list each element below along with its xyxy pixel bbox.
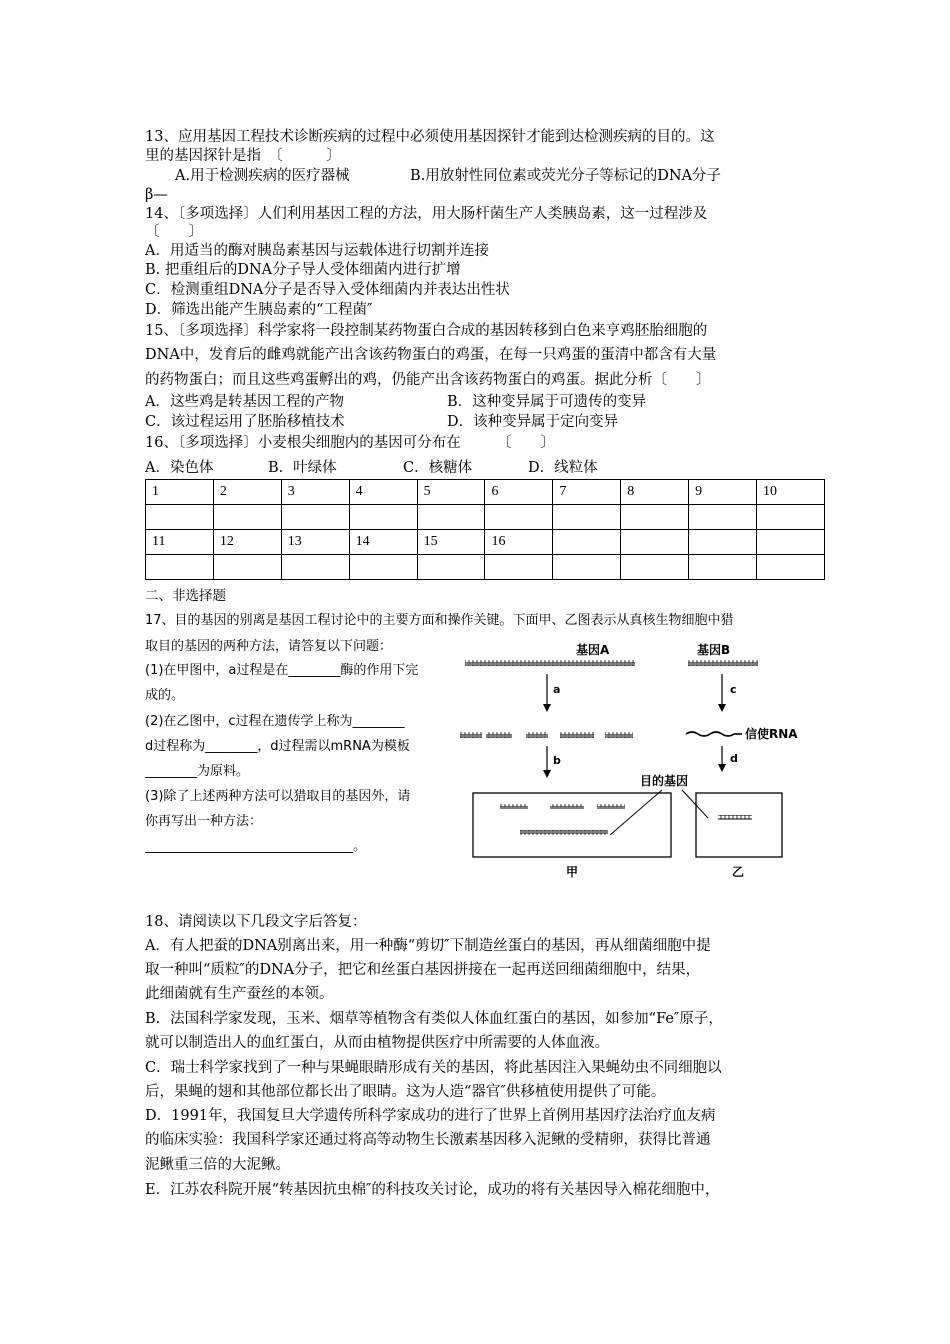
q18-a-line3: 此细菌就有生产蚕丝的本领。 <box>145 986 334 1002</box>
q17-part2-line1: (2)在乙图中，c过程在遗传学上称为________ <box>145 714 405 729</box>
gene-b-label: 基因B <box>697 643 731 657</box>
q16-option-b: B．叶绿体 <box>268 460 337 476</box>
q14-option-a: A．用适当的酶对胰岛素基因与运载体进行切割并连接 <box>145 243 489 259</box>
answer-cell-blank[interactable] <box>417 505 485 530</box>
answer-cell-blank[interactable] <box>281 505 349 530</box>
answer-cell-blank[interactable] <box>349 505 417 530</box>
answer-cell-blank[interactable] <box>756 505 824 530</box>
arrow-d-head <box>718 764 726 772</box>
q17-part2-line2: d过程称为________，d过程需以mRNA为模板 <box>145 739 410 754</box>
q18-d-line3: 泥鳅重三倍的大泥鳅。 <box>145 1157 290 1173</box>
gene-b-dna-strand <box>688 660 758 666</box>
answer-cell-number <box>621 530 689 555</box>
q13-line2: 里的基因探针是指 〔 〕 <box>145 148 341 164</box>
q13-line4: β— <box>145 187 168 203</box>
answer-cell-blank[interactable] <box>146 505 214 530</box>
q15-line3: 的药物蛋白；而且这些鸡蛋孵出的鸡，仍能产出含该药物蛋白的鸡蛋。据此分析〔 〕 <box>145 372 711 388</box>
answer-cell-number: 9 <box>689 480 757 505</box>
box-jia-target-gene <box>520 830 608 835</box>
q16-option-d: D．线粒体 <box>528 460 598 476</box>
answer-cell-blank[interactable] <box>689 555 757 580</box>
q17-part1-line1: (1)在甲图中，a过程是在________酶的作用下完 <box>145 663 419 678</box>
q15-option-b: B．这种变异属于可遗传的变异 <box>447 394 647 410</box>
q18-d-line1: D．1991年，我国复旦大学遗传所科学家成功的进行了世界上首例用基因疗法治疗血友病 <box>145 1108 716 1124</box>
q18-e-line1: E．江苏农科院开展“转基因抗虫棉″的科技攻关讨论，成功的将有关基因导入棉花细胞中， <box>145 1182 720 1198</box>
arrow-b-head <box>543 770 551 778</box>
box-jia-fragment-1 <box>500 804 528 809</box>
arrow-a-head <box>543 704 551 712</box>
answer-cell-number: 6 <box>485 480 553 505</box>
q13-option-a: A.用于检测疾病的医疗器械 <box>175 168 350 184</box>
answer-cell-blank[interactable] <box>689 505 757 530</box>
box-jia-fragment-3 <box>597 804 625 809</box>
box-yi <box>696 793 782 857</box>
gene-a-dna-strand <box>465 660 635 666</box>
answer-cell-blank[interactable] <box>281 555 349 580</box>
box-jia <box>473 793 671 857</box>
q15-option-d: D．该种变异属于定向变异 <box>447 414 619 430</box>
q17-part1-line2: 成的。 <box>145 688 185 703</box>
q14-option-c: C．检测重组DNA分子是否导入受体细菌内并表达出性状 <box>145 282 510 298</box>
arrow-c-head <box>718 704 726 712</box>
q14-option-d: D．筛选出能产生胰岛素的“工程菌″ <box>145 302 373 318</box>
q13-line1: 13、应用基因工程技术诊断疾病的过程中必须使用基因探针才能到达检测疾病的目的。这 <box>145 129 715 145</box>
mrna-strand <box>686 732 734 736</box>
q18-c-line2: 后，果蝇的翅和其他部位都长出了眼睛。这为人造“器官″供移植使用提供了可能。 <box>145 1084 666 1100</box>
answer-table-number-row <box>146 530 825 555</box>
answer-cell-number: 13 <box>281 530 349 555</box>
q13-option-b: B.用放射性同位素或荧光分子等标记的DNA分子 <box>410 168 722 184</box>
answer-cell-number: 16 <box>485 530 553 555</box>
gene-a-label: 基因A <box>576 643 610 657</box>
q14-option-b: B. 把重组后的DNA分子导人受体细菌内进行扩增 <box>145 262 461 278</box>
q18-c-line1: C．瑞士科学家找到了一种与果蝇眼睛形成有关的基因，将此基因注入果蝇幼虫不同细胞以 <box>145 1060 722 1076</box>
q18-d-line2: 的临床实验：我国科学家还通过将高等动物生长激素基因移入泥鳅的受精卵，获得比普通 <box>145 1132 711 1148</box>
mrna-label: 信使RNA <box>745 727 798 741</box>
pointer-left <box>610 790 662 835</box>
q17-part2-line3: ________为原料。 <box>145 764 250 779</box>
q16-option-c: C．核糖体 <box>403 460 473 476</box>
step-a-label: a <box>553 683 561 696</box>
answer-table <box>145 479 825 580</box>
answer-cell-blank[interactable] <box>621 505 689 530</box>
answer-cell-number: 5 <box>417 480 485 505</box>
answer-cell-blank[interactable] <box>756 555 824 580</box>
section-heading: 二、非选择题 <box>145 588 226 604</box>
fragment-2 <box>486 732 512 738</box>
q15-line1: 15、〔多项选择〕科学家将一段控制某药物蛋白合成的基因转移到白色来亨鸡胚胎细胞的 <box>145 323 708 339</box>
fragment-5 <box>605 732 633 738</box>
q18-intro: 18、请阅读以下几段文字后答复： <box>145 914 367 930</box>
q15-option-c: C．该过程运用了胚胎移植技术 <box>145 414 345 430</box>
gene-isolation-diagram <box>460 640 820 880</box>
pointer-right <box>682 790 708 818</box>
answer-cell-number: 11 <box>146 530 214 555</box>
q17-part3-line3: ________________________________。 <box>145 839 367 854</box>
answer-cell-number: 7 <box>553 480 621 505</box>
q18-a-line2: 取一种叫“质粒″的DNA分子，把它和丝蛋白基因拼接在一起再送回细菌细胞中，结果， <box>145 962 701 978</box>
step-c-label: c <box>730 683 737 696</box>
q17-line1: 17、目的基因的别离是基因工程讨论中的主要方面和操作关键。下面甲、乙图表示从真核生物细胞中猎 <box>145 613 734 628</box>
answer-cell-blank[interactable] <box>553 505 621 530</box>
answer-cell-blank[interactable] <box>417 555 485 580</box>
step-d-label: d <box>730 752 738 765</box>
q16-option-a: A．染色体 <box>145 460 214 476</box>
q18-b-line1: B．法国科学家发现，玉米、烟草等植物含有类似人体血红蛋白的基因，如参加“Fe″原子， <box>145 1011 723 1027</box>
fragment-3 <box>526 732 548 738</box>
answer-cell-number <box>689 530 757 555</box>
answer-cell-blank[interactable] <box>485 555 553 580</box>
answer-cell-number: 12 <box>213 530 281 555</box>
answer-cell-number: 8 <box>621 480 689 505</box>
answer-table-blank-row <box>146 555 825 580</box>
answer-cell-number <box>553 530 621 555</box>
q16-line1: 16、〔多项选择〕小麦根尖细胞内的基因可分布在 〔 〕 <box>145 435 555 451</box>
q15-option-a: A．这些鸡是转基因工程的产物 <box>145 394 344 410</box>
q14-line2: 〔 〕 <box>145 224 203 240</box>
answer-cell-number <box>756 530 824 555</box>
answer-cell-number: 15 <box>417 530 485 555</box>
answer-cell-number: 1 <box>146 480 214 505</box>
answer-cell-number: 4 <box>349 480 417 505</box>
answer-cell-blank[interactable] <box>213 555 281 580</box>
q18-a-line1: A．有人把蚕的DNA别离出来，用一种酶“剪切″下制造丝蛋白的基因，再从细菌细胞中提 <box>145 938 711 954</box>
fragment-1 <box>460 732 482 738</box>
answer-cell-blank[interactable] <box>485 505 553 530</box>
q18-b-line2: 就可以制造出人的血红蛋白，从而由植物提供医疗中所需要的人体血液。 <box>145 1035 609 1051</box>
answer-cell-number: 2 <box>213 480 281 505</box>
q14-line1: 14、〔多项选择〕人们利用基因工程的方法，用大肠杆菌生产人类胰岛素，这一过程涉及 <box>145 206 708 222</box>
answer-cell-blank[interactable] <box>621 555 689 580</box>
answer-cell-blank[interactable] <box>146 555 214 580</box>
answer-table-number-row <box>146 480 825 505</box>
q17-line2: 取目的基因的两种方法，请答复以下问题： <box>145 639 393 654</box>
answer-cell-number: 3 <box>281 480 349 505</box>
answer-cell-number: 10 <box>756 480 824 505</box>
q17-part3-line1: (3)除了上述两种方法可以猎取目的基因外，请 <box>145 789 411 804</box>
target-gene-label: 目的基因 <box>640 774 689 788</box>
label-jia: 甲 <box>566 865 579 879</box>
fragment-4 <box>560 732 594 738</box>
q15-line2: DNA中，发育后的雌鸡就能产出含该药物蛋白的鸡蛋，在每一只鸡蛋的蛋清中都含有大量 <box>145 347 717 363</box>
answer-table-blank-row <box>146 505 825 530</box>
step-b-label: b <box>553 754 561 767</box>
answer-cell-number: 14 <box>349 530 417 555</box>
label-yi: 乙 <box>732 865 745 879</box>
answer-cell-blank[interactable] <box>349 555 417 580</box>
q17-part3-line2: 你再写出一种方法： <box>145 814 263 829</box>
box-jia-fragment-2 <box>550 804 584 809</box>
answer-cell-blank[interactable] <box>553 555 621 580</box>
answer-cell-blank[interactable] <box>213 505 281 530</box>
box-yi-target-gene <box>718 815 752 820</box>
